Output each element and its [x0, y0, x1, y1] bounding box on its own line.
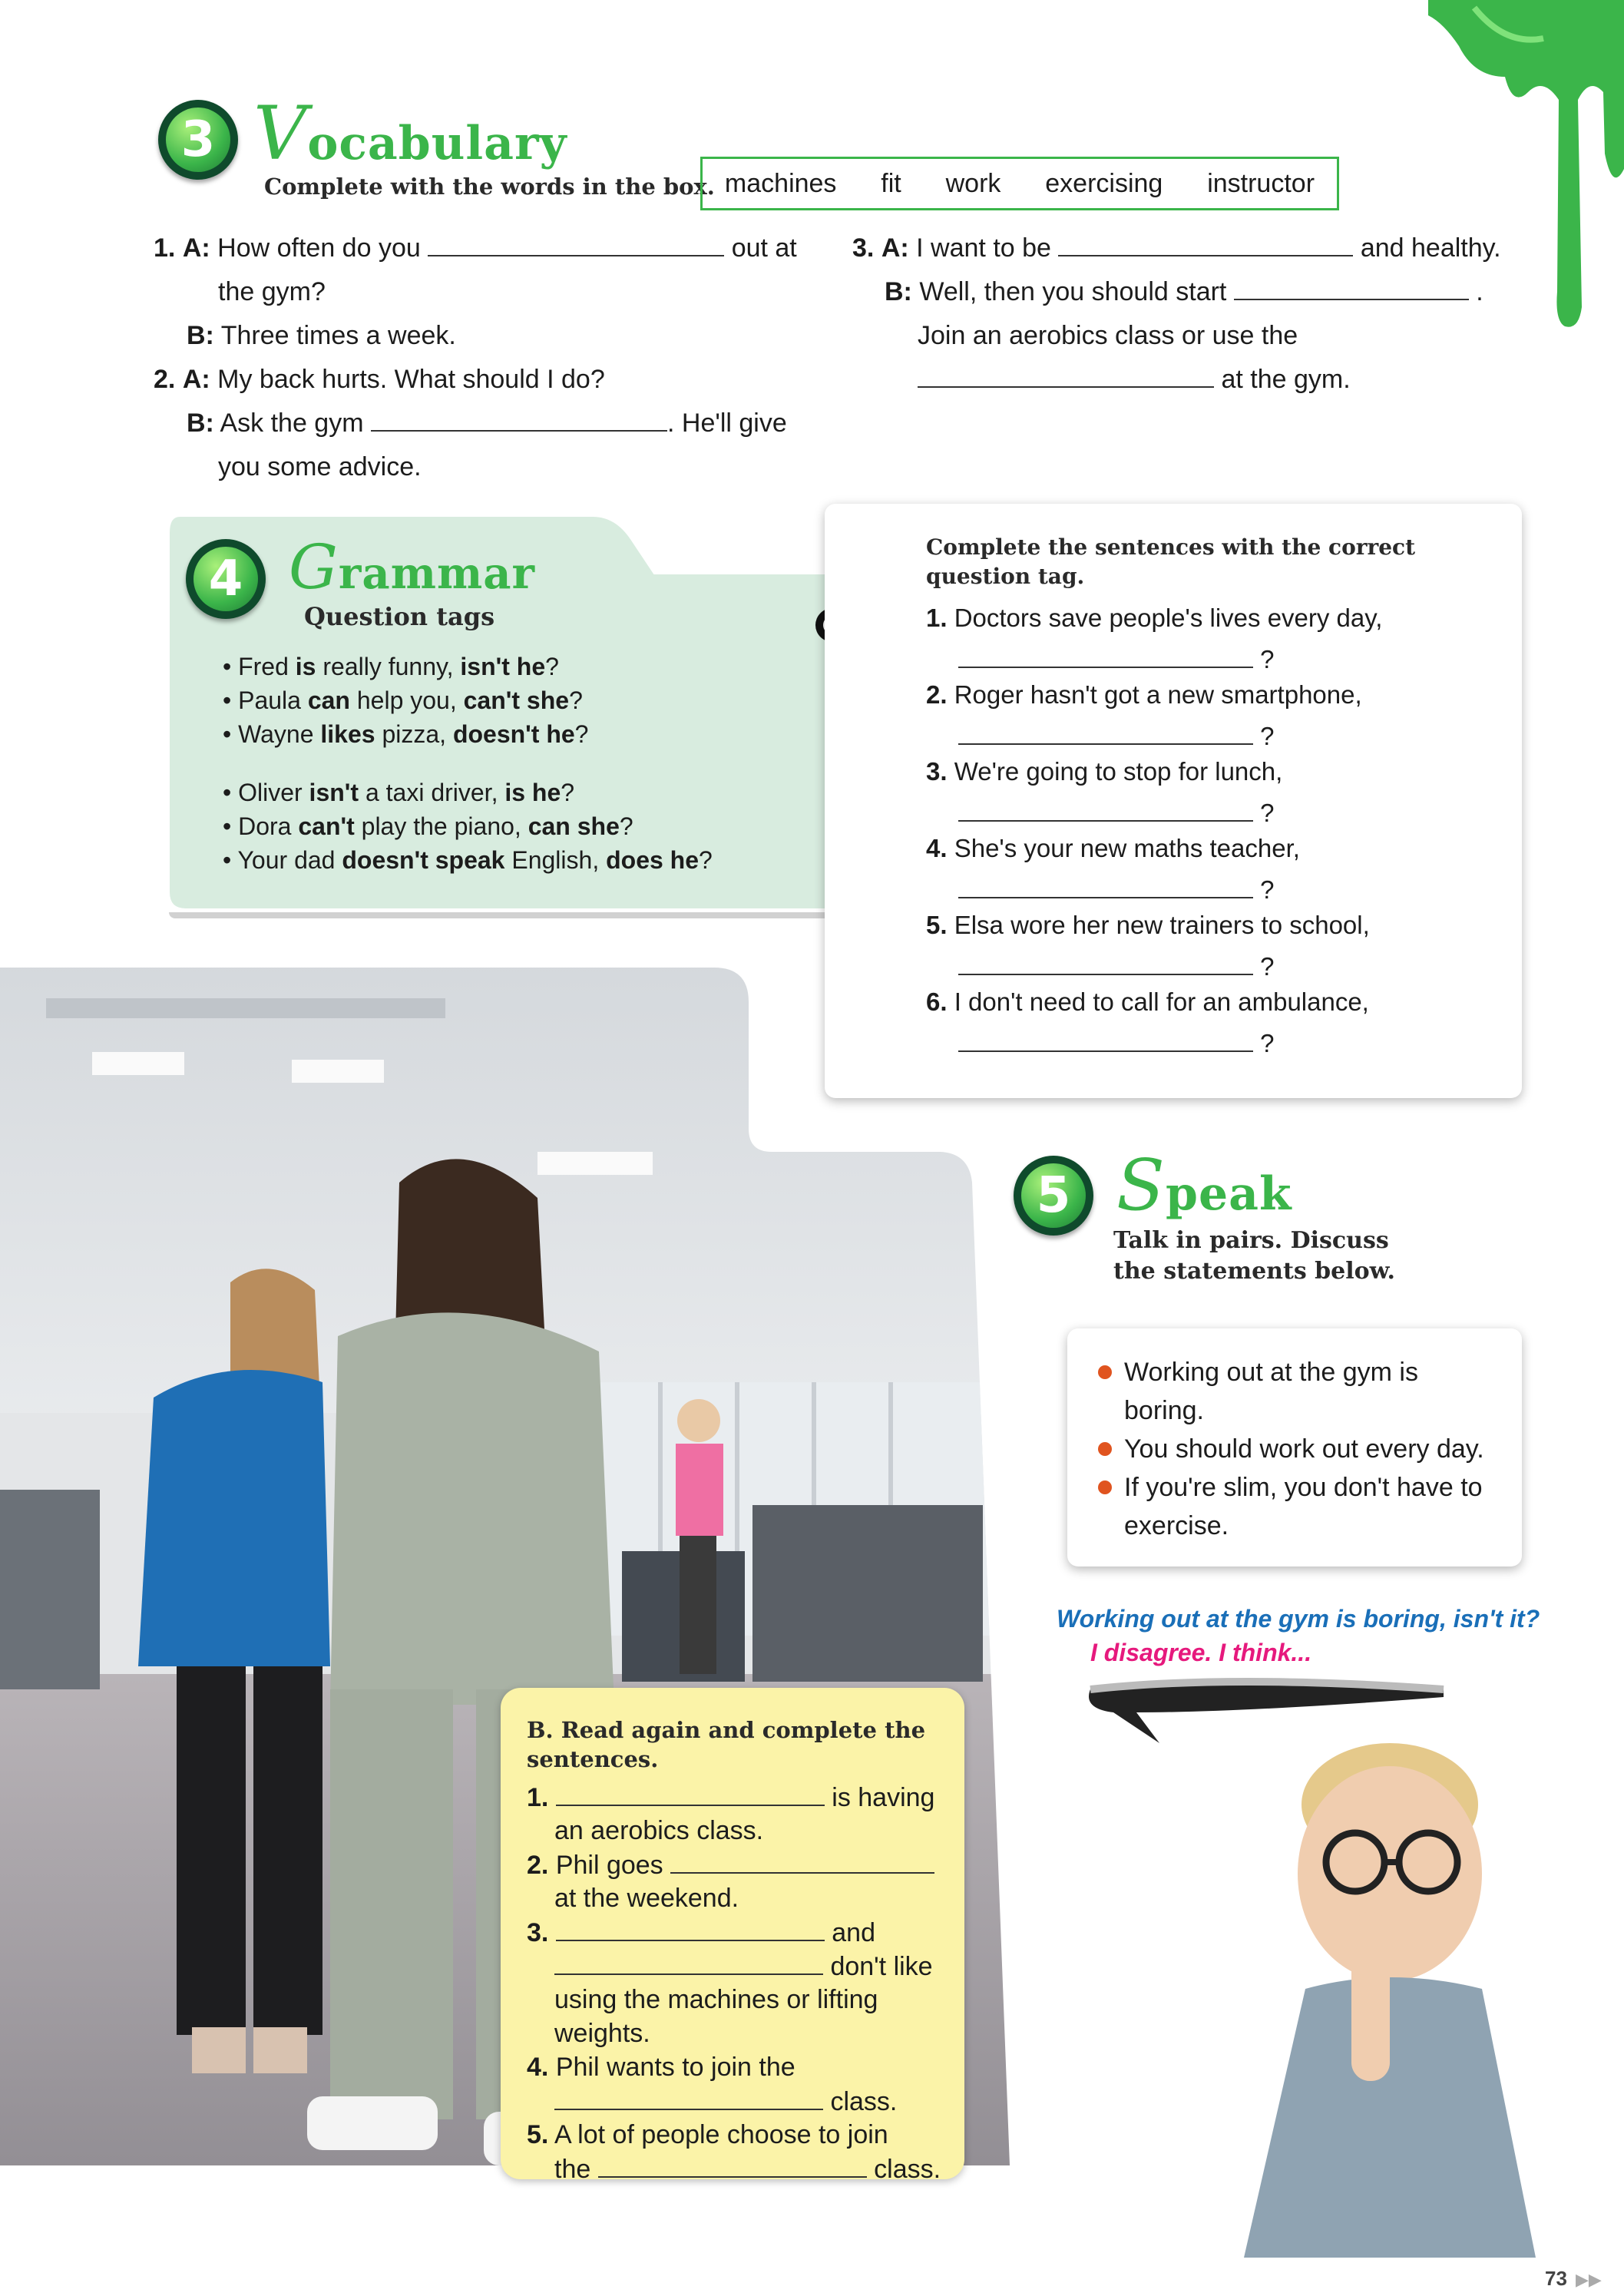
reading-item-4-cont: class. [554, 2084, 897, 2119]
vocab-item-2-line-3: you some advice. [218, 452, 422, 481]
grammar-example: • Paula can help you, can't she? [223, 686, 583, 714]
word-box-item: fit [881, 168, 901, 198]
section-title-vocabulary: Vocabulary [253, 91, 567, 177]
speak-statement: If you're slim, you don't have to exercise. [1098, 1468, 1505, 1545]
section-title-speak: Speak [1116, 1144, 1292, 1226]
thinking-boy-photo [1198, 1735, 1582, 2258]
vocab-item-1-line-3: B: Three times a week. [187, 321, 456, 350]
answer-blank[interactable] [371, 405, 667, 432]
reading-item-2: 2. Phil goes [527, 1848, 934, 1882]
word-box-item: machines [724, 168, 837, 198]
grammar-example: • Oliver isn't a taxi driver, is he? [223, 779, 575, 806]
reading-item-5-cont: the class. [554, 2152, 941, 2186]
answer-blank[interactable] [1058, 230, 1353, 256]
bullet-icon [1098, 1442, 1112, 1456]
reading-item-4: 4. Phil wants to join the [527, 2053, 795, 2082]
question-tag-item: 6. I don't need to call for an ambulance, [926, 988, 1369, 1016]
answer-blank[interactable] [556, 1915, 825, 1941]
answer-blank[interactable] [556, 1780, 825, 1806]
bullet-icon [1098, 1365, 1112, 1379]
question-tag-instruction: Complete the sentences with the correct question tag. [926, 534, 1416, 589]
section-title-grammar: Grammar [289, 531, 535, 603]
reading-item-5: 5. A lot of people choose to join [527, 2120, 888, 2149]
question-tag-answer: ? [958, 872, 1275, 905]
reading-item-2-cont: at the weekend. [554, 1884, 739, 1913]
section-number-badge: 3 [158, 100, 238, 180]
grammar-example: • Wayne likes pizza, doesn't he? [223, 720, 589, 748]
question-tag-answer: ? [958, 642, 1275, 674]
vocab-item-1-line-1: 1. A: How often do you out at [154, 227, 797, 270]
answer-blank[interactable] [958, 719, 1253, 745]
grammar-subtitle: Question tags [304, 602, 495, 631]
question-tag-answer: ? [958, 1026, 1275, 1058]
vocab-item-2-line-1: 2. A: My back hurts. What should I do? [154, 365, 605, 394]
word-box [700, 157, 1339, 210]
answer-blank[interactable] [958, 796, 1253, 822]
reading-item-1-cont: an aerobics class. [554, 1816, 764, 1845]
vocabulary-instruction: Complete with the words in the box. [264, 174, 715, 200]
grammar-examples-group-2 [223, 776, 713, 877]
word-box-item: exercising [1045, 168, 1163, 198]
answer-blank[interactable] [1234, 274, 1469, 300]
question-tag-item: 3. We're going to stop for lunch, [926, 757, 1283, 786]
speak-statement: You should work out every day. [1098, 1430, 1505, 1468]
answer-blank[interactable] [598, 2152, 867, 2178]
next-page-icon[interactable]: ▶▶ [1576, 2270, 1602, 2289]
speak-statements [1098, 1353, 1505, 1545]
reading-instruction: B. Read again and complete the sentences. [527, 1717, 926, 1772]
grammar-example: • Dora can't play the piano, can she? [223, 812, 633, 840]
reading-item-3: 3. and [527, 1915, 875, 1950]
speak-instruction: Talk in pairs. Discuss the statements below. [1113, 1227, 1395, 1285]
vocab-item-3-line-3: Join an aerobics class or use the [918, 321, 1298, 350]
vocab-item-3-line-4: at the gym. [918, 358, 1351, 402]
section-number-badge: 4 [186, 539, 266, 619]
vocab-item-2-line-2: B: Ask the gym . He'll give [187, 402, 787, 445]
answer-blank[interactable] [918, 362, 1214, 388]
vocab-item-3-line-1: 3. A: I want to be and healthy. [852, 227, 1501, 270]
question-tag-item: 4. She's your new maths teacher, [926, 834, 1300, 862]
section-number-badge: 5 [1014, 1156, 1093, 1236]
grammar-examples-group-1 [223, 650, 588, 751]
reading-item-3-cont2: using the machines or lifting [554, 1985, 878, 2014]
question-tag-item: 2. Roger hasn't got a new smartphone, [926, 680, 1362, 709]
answer-blank[interactable] [958, 872, 1253, 898]
grammar-example: • Your dad doesn't speak English, does he? [223, 846, 713, 874]
reading-item-3-cont: don't like [554, 1949, 933, 1983]
word-box-item: work [945, 168, 1001, 198]
question-tag-answer: ? [958, 796, 1275, 828]
question-tag-item: 5. Elsa wore her new trainers to school, [926, 911, 1370, 939]
answer-blank[interactable] [428, 230, 724, 256]
question-tag-answer: ? [958, 949, 1275, 981]
question-tag-item: 1. Doctors save people's lives every day, [926, 604, 1383, 632]
speak-statement: Working out at the gym is boring. [1098, 1353, 1505, 1430]
grammar-box-shadow [169, 912, 872, 918]
answer-blank[interactable] [670, 1848, 934, 1874]
answer-blank[interactable] [554, 2084, 823, 2110]
reading-item-1: 1. is having [527, 1780, 934, 1815]
bullet-icon [1098, 1480, 1112, 1494]
speak-example-answer: I disagree. I think... [1090, 1639, 1312, 1666]
word-box-item: instructor [1207, 168, 1315, 198]
grammar-example: • Fred is really funny, isn't he? [223, 653, 559, 680]
reading-item-3-cont3: weights. [554, 2019, 650, 2048]
vocab-item-1-line-2: the gym? [218, 277, 326, 306]
answer-blank[interactable] [958, 642, 1253, 668]
vocab-item-3-line-2: B: Well, then you should start . [885, 270, 1483, 314]
speak-example-question: Working out at the gym is boring, isn't it? [1057, 1605, 1540, 1633]
page-number: 73 [1545, 2267, 1567, 2290]
answer-blank[interactable] [554, 1949, 823, 1975]
question-tag-answer: ? [958, 719, 1275, 751]
